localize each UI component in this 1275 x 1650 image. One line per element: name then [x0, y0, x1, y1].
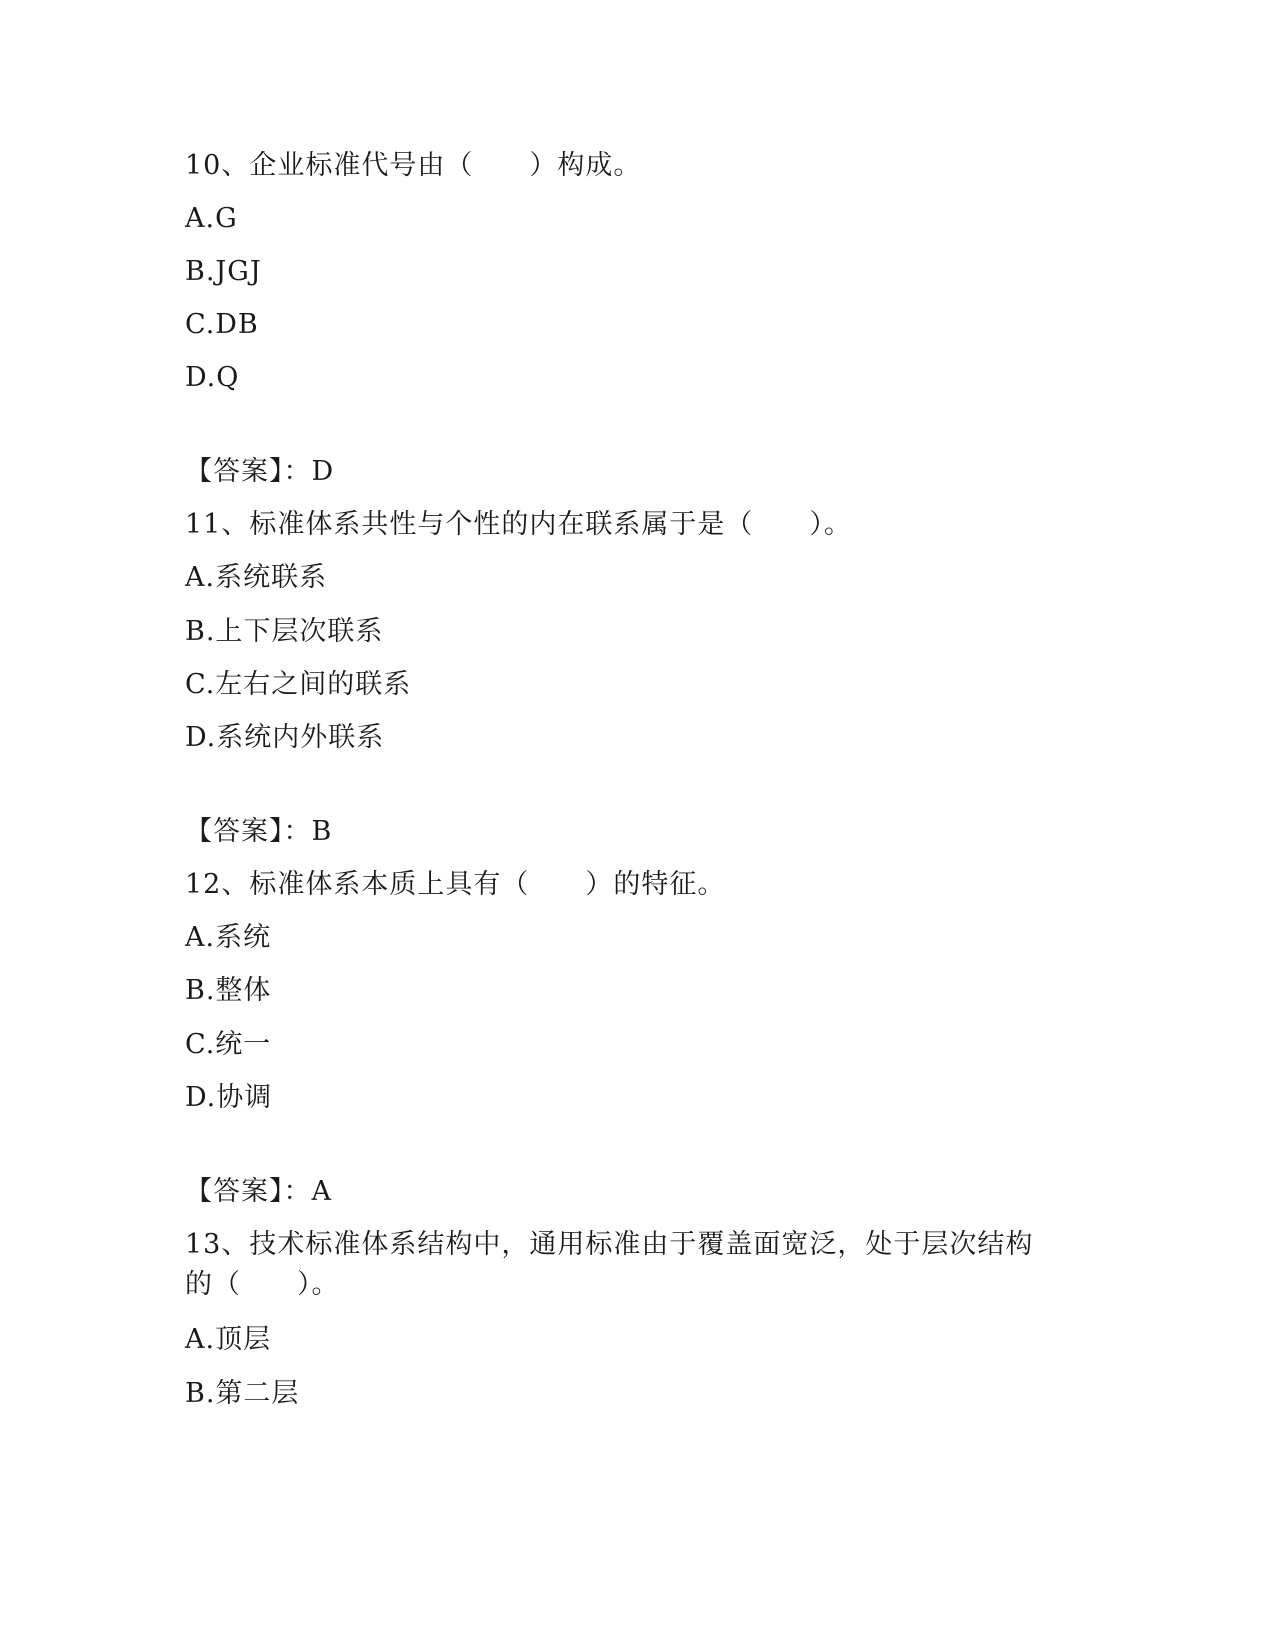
question-10-option-a: A.G	[185, 203, 238, 234]
question-10-stem: 10、企业标准代号由（ ）构成。	[185, 150, 642, 181]
question-13-option-a: A.顶层	[185, 1324, 272, 1355]
question-13-option-b: B.第二层	[185, 1378, 300, 1409]
question-11-stem: 11、标准体系共性与个性的内在联系属于是（ ）。	[185, 509, 852, 540]
question-12-option-d: D.协调	[185, 1082, 273, 1113]
question-10-answer: 【答案】：D	[185, 456, 335, 487]
question-12-answer: 【答案】：A	[185, 1176, 332, 1207]
question-13-stem-line-1: 13、技术标准体系结构中，通用标准由于覆盖面宽泛，处于层次结构	[185, 1229, 1034, 1260]
question-10-option-b: B.JGJ	[185, 256, 262, 287]
question-11-option-a: A.系统联系	[185, 562, 328, 593]
question-13-stem-line-2: 的（ ）。	[185, 1269, 340, 1300]
question-11-option-b: B.上下层次联系	[185, 616, 384, 647]
question-12-option-c: C.统一	[185, 1029, 272, 1060]
question-11-answer: 【答案】：B	[185, 816, 333, 847]
question-12-option-b: B.整体	[185, 975, 272, 1006]
question-11-option-c: C.左右之间的联系	[185, 669, 412, 700]
question-12-option-a: A.系统	[185, 922, 272, 953]
question-10-option-c: C.DB	[185, 309, 259, 340]
question-11-option-d: D.系统内外联系	[185, 722, 385, 753]
question-10-option-d: D.Q	[185, 362, 240, 393]
question-12-stem: 12、标准体系本质上具有（ ）的特征。	[185, 869, 726, 900]
